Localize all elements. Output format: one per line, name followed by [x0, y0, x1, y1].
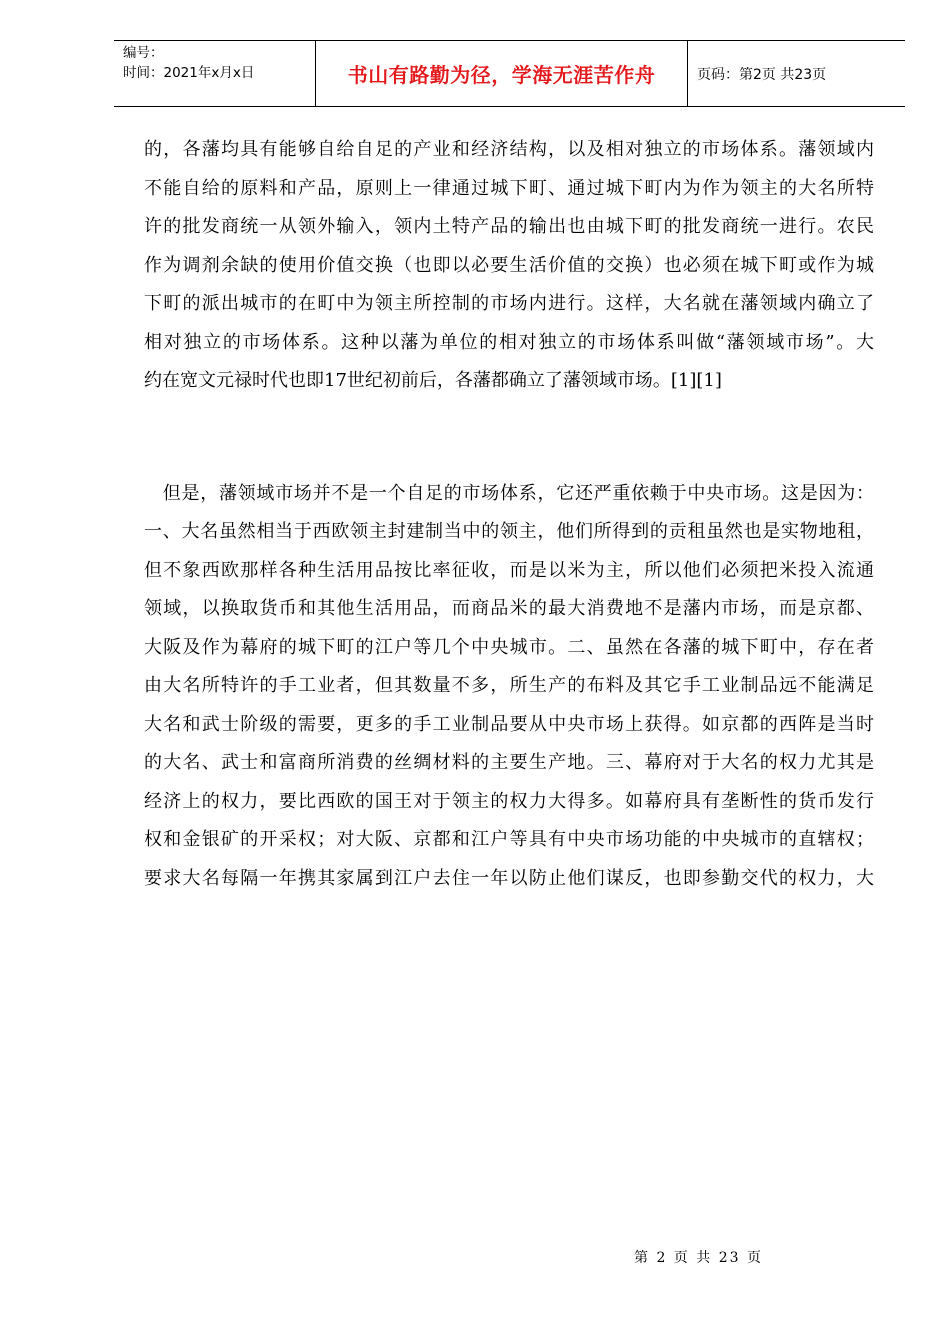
text-line: 一、大名虽然相当于西欧领主封建制当中的领主，他们所得到的贡租虽然也是实物地租，	[144, 521, 874, 542]
header-motto: 书山有路勤为径，学海无涯苦作舟	[347, 63, 656, 87]
text-line: 不能自给的原料和产品，原则上一律通过城下町、通过城下町内为作为领主的大名所特	[144, 177, 874, 199]
text-line: 约在宽文元禄时代也即17世纪初前后，各藩都确立了藩领域市场。[1][1]	[144, 370, 722, 391]
text-line: 下町的派出城市的在町中为领主所控制的市场内进行。这样，大名就在藩领域内确立了	[144, 293, 874, 314]
text-line: 但不象西欧那样各种生活用品按比率征收，而是以米为主，所以他们必须把米投入流通	[144, 559, 874, 581]
text-line: 由大名所特许的手工业者，但其数量不多，所生产的布料及其它手工业制品远不能满足	[144, 675, 874, 696]
text-line: 许的批发商统一从领外输入，领内土特产品的输出也由城下町的批发商统一进行。农民	[144, 216, 874, 237]
header-meta	[114, 41, 316, 106]
text-line: 但是，藩领域市场并不是一个自足的市场体系，它还严重依赖于中央市场。这是因为：	[144, 482, 874, 504]
text-line: 的，各藩均具有能够自给自足的产业和经济结构，以及相对独立的市场体系。藩领域内	[144, 139, 874, 160]
text-line: 领域，以换取货币和其他生活用品，而商品米的最大消费地不是藩内市场，而是京都、	[144, 598, 874, 619]
page-header	[114, 40, 905, 107]
text-line: 要求大名每隔一年携其家属到江户去住一年以防止他们谋反，也即参勤交代的权力，大	[144, 867, 874, 889]
text-line: 大阪及作为幕府的城下町的江户等几个中央城市。二、虽然在各藩的城下町中，存在者	[144, 636, 874, 658]
text-line: 大名和武士阶级的需要，更多的手工业制品要从中央市场上获得。如京都的西阵是当时	[144, 713, 874, 735]
number-label: 编号：	[123, 45, 164, 61]
time-label: 时间：2021年x月x日	[123, 65, 255, 81]
page-footer: 第 2 页 共 23 页	[634, 1250, 763, 1266]
text-line: 权和金银矿的开采权；对大阪、京都和江户等具有中央市场功能的中央城市的直辖权；	[144, 829, 874, 850]
text-line: 相对独立的市场体系。这种以藩为单位的相对独立的市场体系叫做“藩领域市场”。大	[144, 331, 874, 353]
header-page-cell	[688, 41, 905, 106]
text-line: 经济上的权力，要比西欧的国王对于领主的权力大得多。如幕府具有垄断性的货币发行	[144, 790, 874, 812]
paragraph-1	[144, 131, 874, 401]
paragraph-2	[144, 475, 874, 899]
paragraph-gap	[144, 401, 874, 475]
document-body	[144, 131, 874, 898]
header-page-label: 页码：第2页 共23页	[697, 66, 827, 83]
text-line: 作为调剂余缺的使用价值交换（也即以必要生活价值的交换）也必须在城下町或作为城	[144, 254, 874, 276]
text-line: 的大名、武士和富商所消费的丝绸材料的主要生产地。三、幕府对于大名的权力尤其是	[144, 752, 874, 773]
header-motto-cell	[316, 41, 688, 106]
